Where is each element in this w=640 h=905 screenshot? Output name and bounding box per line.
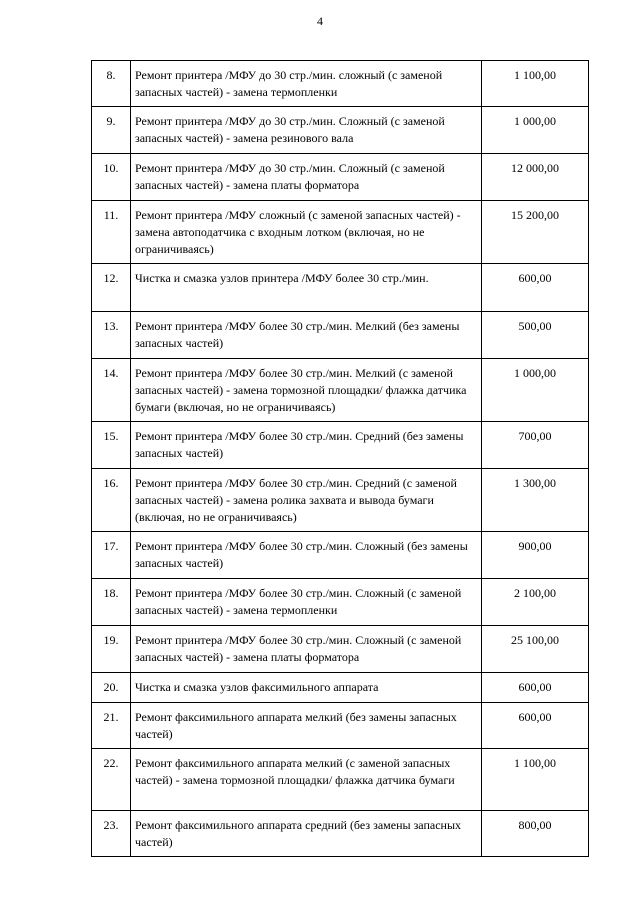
row-number: 17. [92,532,131,579]
service-price: 1 000,00 [482,359,589,422]
service-price: 1 000,00 [482,107,589,154]
table-row [92,201,589,264]
row-number: 9. [92,107,131,154]
table-row [92,469,589,532]
row-number: 23. [92,811,131,857]
page-number: 4 [317,14,323,28]
service-price: 600,00 [482,673,589,703]
service-description: Ремонт принтера /МФУ более 30 стр./мин. Мелкий (с заменой запасных частей) - замена тормозной площадки/ флажка датчика бумаги (включая, но не ограничиваясь) [131,359,482,422]
service-description: Ремонт принтера /МФУ более 30 стр./мин. Средний (без замены запасных частей) [131,422,482,469]
service-description: Ремонт принтера /МФУ более 30 стр./мин. Сложный (с заменой запасных частей) - замена платы форматора [131,626,482,673]
service-description: Ремонт принтера /МФУ более 30 стр./мин. Сложный (без замены запасных частей) [131,532,482,579]
row-number: 13. [92,312,131,359]
service-price: 500,00 [482,312,589,359]
row-number: 21. [92,703,131,749]
table-row [92,154,589,201]
table-row [92,673,589,703]
table-row [92,749,589,811]
row-number: 8. [92,61,131,107]
service-price: 600,00 [482,264,589,312]
table-row [92,422,589,469]
service-description: Ремонт факсимильного аппарата мелкий (с заменой запасных частей) - замена тормозной площадки/ флажка датчика бумаги [131,749,482,811]
service-price: 1 100,00 [482,749,589,811]
row-number: 19. [92,626,131,673]
table-row [92,811,589,857]
table-row [92,703,589,749]
service-price: 15 200,00 [482,201,589,264]
row-number: 11. [92,201,131,264]
service-price: 12 000,00 [482,154,589,201]
table-row [92,107,589,154]
row-number: 22. [92,749,131,811]
row-number: 20. [92,673,131,703]
service-description: Чистка и смазка узлов принтера /МФУ более 30 стр./мин. [131,264,482,312]
row-number: 12. [92,264,131,312]
service-price: 25 100,00 [482,626,589,673]
service-description: Ремонт факсимильного аппарата средний (без замены запасных частей) [131,811,482,857]
table-row [92,359,589,422]
table-row [92,61,589,107]
service-description: Ремонт принтера /МФУ до 30 стр./мин. сложный (с заменой запасных частей) - замена термопленки [131,61,482,107]
table-row [92,626,589,673]
service-price: 1 300,00 [482,469,589,532]
row-number: 18. [92,579,131,626]
table-row [92,264,589,312]
table-row [92,532,589,579]
service-price: 2 100,00 [482,579,589,626]
service-description: Ремонт принтера /МФУ более 30 стр./мин. Мелкий (без замены запасных частей) [131,312,482,359]
service-description: Ремонт принтера /МФУ до 30 стр./мин. Сложный (с заменой запасных частей) - замена резинового вала [131,107,482,154]
row-number: 16. [92,469,131,532]
table-row [92,312,589,359]
service-price: 900,00 [482,532,589,579]
service-description: Ремонт факсимильного аппарата мелкий (без замены запасных частей) [131,703,482,749]
service-description: Ремонт принтера /МФУ сложный (с заменой запасных частей) - замена автоподатчика с входным лотком (включая, но не ограничиваясь) [131,201,482,264]
service-description: Ремонт принтера /МФУ более 30 стр./мин. Сложный (с заменой запасных частей) - замена термопленки [131,579,482,626]
service-description: Ремонт принтера /МФУ более 30 стр./мин. Средний (с заменой запасных частей) - замена ролика захвата и вывода бумаги (включая, но не ограничиваясь) [131,469,482,532]
service-price: 600,00 [482,703,589,749]
row-number: 10. [92,154,131,201]
row-number: 14. [92,359,131,422]
service-description: Чистка и смазка узлов факсимильного аппарата [131,673,482,703]
table-row [92,579,589,626]
service-price: 1 100,00 [482,61,589,107]
row-number: 15. [92,422,131,469]
price-table [91,60,589,857]
service-price: 800,00 [482,811,589,857]
service-description: Ремонт принтера /МФУ до 30 стр./мин. Сложный (с заменой запасных частей) - замена платы форматора [131,154,482,201]
service-price: 700,00 [482,422,589,469]
